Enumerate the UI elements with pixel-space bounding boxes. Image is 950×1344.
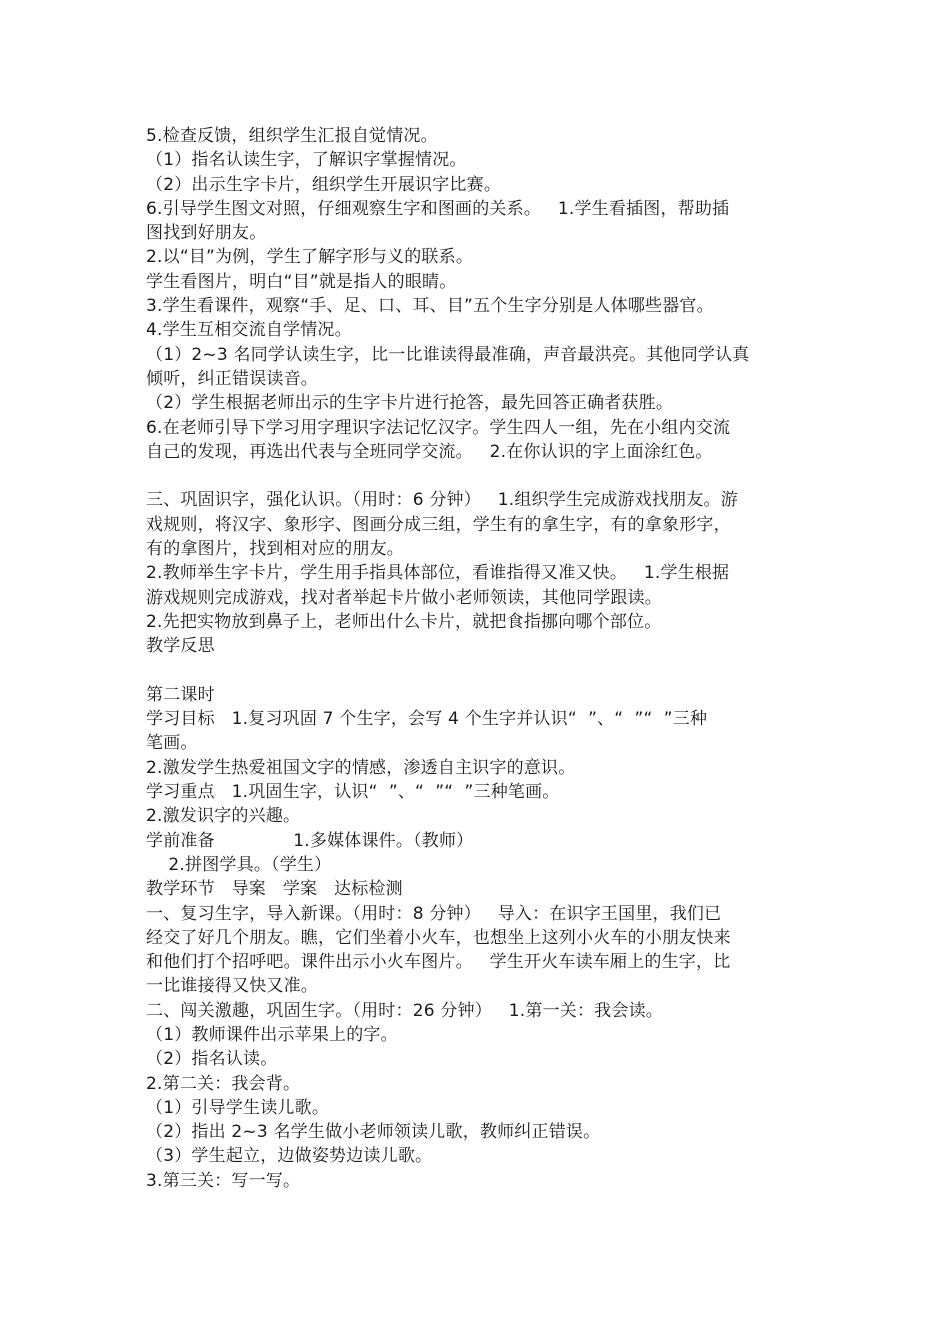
text-line: 2.激发学生热爱祖国文字的情感，渗透自主识字的意识。 bbox=[146, 757, 576, 778]
text-line: （3）学生起立，边做姿势边读儿歌。 bbox=[146, 1146, 433, 1167]
text-line: 有的拿图片，找到相对应的朋友。 bbox=[146, 539, 404, 560]
text-line: 笔画。 bbox=[146, 733, 198, 754]
text-line: 2.第二关：我会背。 bbox=[146, 1073, 301, 1094]
text-line: （1）引导学生读儿歌。 bbox=[146, 1097, 330, 1118]
text-line: 2.教师举生字卡片，学生用手指具体部位，看谁指得又准又快。 1.学生根据 bbox=[146, 563, 730, 584]
text-line: （2）学生根据老师出示的生字卡片进行抢答，最先回答正确者获胜。 bbox=[146, 393, 674, 414]
text-line: 自己的发现，再选出代表与全班同学交流。 2.在你认识的字上面涂红色。 bbox=[146, 441, 713, 462]
text-line: 二、闯关激趣，巩固生字。（用时：26 分钟） 1.第一关：我会读。 bbox=[146, 1000, 663, 1021]
blank-line bbox=[146, 659, 811, 683]
text-line: 5.检查反馈，组织学生汇报自觉情况。 bbox=[146, 126, 438, 146]
blank-line bbox=[146, 464, 811, 488]
text-line: 图找到好朋友。 bbox=[146, 223, 267, 244]
text-line: 戏规则，将汉字、象形字、图画分成三组，学生有的拿生字，有的拿象形字， bbox=[146, 514, 731, 535]
text-line: 2.拼图学具。（学生） bbox=[146, 854, 332, 875]
text-line: （2）指出 2~3 名学生做小老师领读儿歌，教师纠正错误。 bbox=[146, 1122, 601, 1143]
text-line: 2.激发识字的兴趣。 bbox=[146, 806, 301, 827]
text-line: 3.第三关：写一写。 bbox=[146, 1170, 301, 1191]
text-line: 学前准备 1.多媒体课件。（教师） bbox=[146, 830, 474, 851]
text-line: 4.学生互相交流自学情况。 bbox=[146, 320, 352, 341]
text-line: 学生看图片，明白“目”就是指人的眼睛。 bbox=[146, 271, 457, 292]
text-line: 一、复习生字，导入新课。（用时：8 分钟） 导入：在识字王国里，我们已 bbox=[146, 903, 722, 924]
text-line: 一比谁接得又快又准。 bbox=[146, 976, 318, 997]
text-line: 6.引导学生图文对照，仔细观察生字和图画的关系。 1.学生看插图，帮助插 bbox=[146, 198, 730, 219]
text-line: 3.学生看课件，观察“手、足、口、耳、目”五个生字分别是人体哪些器官。 bbox=[146, 296, 714, 317]
text-line: 2.先把实物放到鼻子上，老师出什么卡片，就把食指挪向哪个部位。 bbox=[146, 611, 662, 632]
text-line: （1）2~3 名同学认读生字，比一比谁读得最准确，声音最洪亮。其他同学认真 bbox=[146, 344, 750, 365]
text-line: 和他们打个招呼吧。课件出示小火车图片。 学生开火车读车厢上的生字，比 bbox=[146, 952, 731, 973]
text-line: 经交了好几个朋友。瞧，它们坐着小火车，也想坐上这列小火车的小朋友快来 bbox=[146, 927, 731, 948]
text-line: 游戏规则完成游戏，找对者举起卡片做小老师领读，其他同学跟读。 bbox=[146, 587, 662, 608]
text-line: （1）教师课件出示苹果上的字。 bbox=[146, 1024, 398, 1045]
text-line: 6.在老师引导下学习用字理识字法记忆汉字。学生四人一组，先在小组内交流 bbox=[146, 417, 731, 438]
text-line: （1）指名认读生字，了解识字掌握情况。 bbox=[146, 150, 467, 171]
section-heading: 第二课时 bbox=[146, 684, 215, 705]
text-line: 三、巩固识字，强化认识。（用时：6 分钟） 1.组织学生完成游戏找朋友。游 bbox=[146, 490, 738, 511]
table-header-line: 教学环节 导案 学案 达标检测 bbox=[146, 879, 403, 900]
section-heading: 教学反思 bbox=[146, 636, 215, 657]
text-line: （2）出示生字卡片，组织学生开展识字比赛。 bbox=[146, 174, 502, 195]
text-line: 学习重点 1.巩固生字，认识“ ”、“ ”“ ”三种笔画。 bbox=[146, 782, 560, 803]
text-line: 学习目标 1.复习巩固 7 个生字，会写 4 个生字并认识“ ”、“ ”“ ”三种 bbox=[146, 709, 708, 730]
text-line: （2）指名认读。 bbox=[146, 1049, 278, 1070]
text-line: 2.以“目”为例，学生了解字形与义的联系。 bbox=[146, 247, 474, 268]
document-body bbox=[146, 124, 811, 1193]
text-line: 倾听，纠正错误读音。 bbox=[146, 368, 318, 389]
